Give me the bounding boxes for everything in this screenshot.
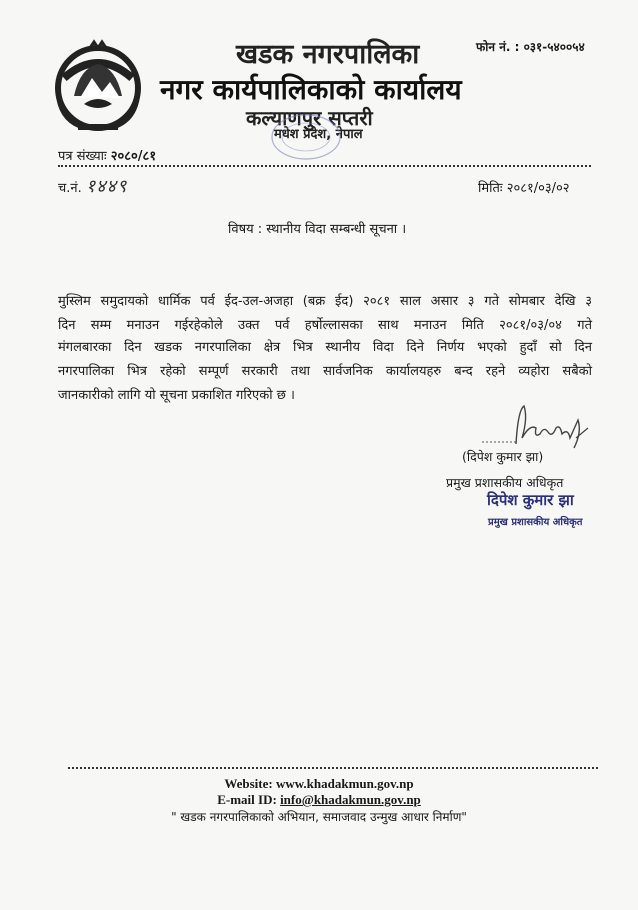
email-label: E-mail ID: [217,792,281,807]
date-label: मितिः [478,181,503,196]
body-line: मंगलबारका दिन खडक नगरपालिका क्षेत्र भित्र स्थानीय विदा दिने निर्णय भएको हुदाँ सो दिन [58,340,592,355]
date-value: २०८१/०३/०२ [506,181,570,196]
body-line: जानकारीको लागि यो सूचना प्रकाशित गरिएको छ । [58,388,295,403]
website-label: Website: [224,776,276,791]
office-location: कल्याणपुर सप्तरी [246,106,373,130]
letter-subject: विषय : स्थानीय विदा सम्बन्धी सूचना । [228,222,407,237]
office-name: खडक नगरपालिका [236,39,420,70]
footer-slogan: " खडक नगरपालिकाको अभियान, समाजवाद उन्मुख आधार निर्माण" [171,810,467,824]
letter-date [478,178,570,196]
government-emblem-icon [50,38,146,134]
footer-website [0,776,638,792]
stamp-name: दिपेश कुमार झा [487,491,574,509]
chalani-value: १४४९ [85,176,128,197]
header-divider [58,165,591,167]
signatory-name: (दिपेश कुमार झा) [462,449,544,464]
office-subtitle: नगर कार्यपालिकाको कार्यालय [160,73,462,106]
office-province: मधेश प्रदेश, नेपाल [274,127,363,142]
patra-sankhya-label: पत्र संख्याः [58,149,107,164]
footer-divider [68,767,598,769]
patra-sankhya [58,146,156,164]
handwritten-signature [478,398,596,452]
website-link[interactable]: www.khadakmun.gov.np [275,776,414,791]
signatory-title: प्रमुख प्रशासकीय अधिकृत [446,475,564,490]
footer-email [0,792,638,808]
body-line: नगरपालिका भित्र रहेको सम्पूर्ण सरकारी तथा सार्वजनिक कार्यालयहरु बन्द रहने व्यहोरा सबैको [58,364,592,379]
stamp-title: प्रमुख प्रशासकीय अधिकृत [488,517,583,528]
office-phone: फोन नं. : ०३१-५४००५४ [476,40,585,54]
chalani-number [58,174,127,198]
email-link[interactable]: info@khadakmun.gov.np [280,792,421,807]
body-line: दिन सम्म मनाउन गईरहेकोले उक्त पर्व हर्षोल्लासका साथ मनाउन मिति २०८१/०३/०४ गते [58,318,592,333]
body-line: मुस्लिम समुदायको धार्मिक पर्व ईद-उल-अजहा (बक्र ईद) २०८१ साल असार ३ गते सोमबार देखि ३ [58,294,592,309]
patra-sankhya-value: २०८०/८१ [110,149,157,164]
chalani-label: च.नं. [58,181,82,196]
office-seal-icon [268,112,344,162]
